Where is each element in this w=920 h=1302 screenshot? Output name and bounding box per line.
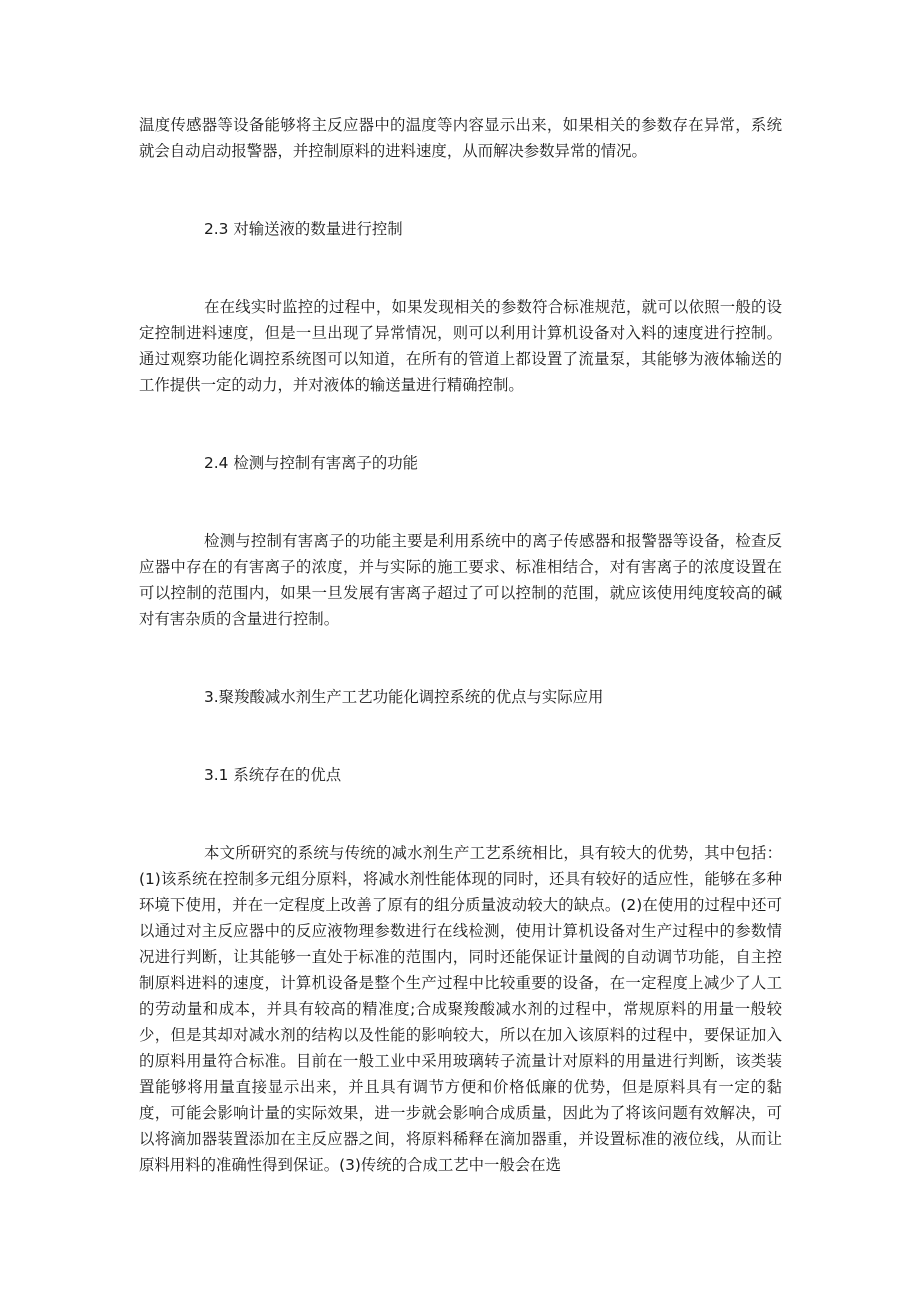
section-heading-2-4: 2.4 检测与控制有害离子的功能 [204, 454, 419, 472]
section-2-3-paragraph: 在在线实时监控的过程中，如果发现相关的参数符合标准规范，就可以依照一般的设定控制进料速度，但是一旦出现了异常情况，则可以利用计算机设备对入料的速度进行控制。通过观察功能化调控系统图可以知道，在所有的管道上都设置了流量泵，其能够为液体输送的工作提供一定的动力，并对液体的输送量进行精确控制。 [139, 298, 782, 394]
section-heading-3: 3.聚羧酸减水剂生产工艺功能化调控系统的优点与实际应用 [204, 688, 604, 706]
section-3-1-paragraph: 本文所研究的系统与传统的减水剂生产工艺系统相比，具有较大的优势，其中包括：(1)该系统在控制多元组分原料，将减水剂性能体现的同时，还具有较好的适应性，能够在多种环境下使用，并在一定程度上改善了原有的组分质量波动较大的缺点。(2)在使用的过程中还可以通过对主反应器中的反应液物理参数进行在线检测，使用计算机设备对生产过程中的参数情况进行判断，让其能够一直处于标准的范围内，同时还能保证计量阀的自动调节功能，自主控制原料进料的速度，计算机设备是整个生产过程中比较重要的设备，在一定程度上减少了人工的劳动量和成本，并具有较高的精准度;合成聚羧酸减水剂的过程中，常规原料的用量一般较少，但是其却对减水剂的结构以及性能的影响较大，所以在加入该原料的过程中，要保证加入的原料用量符合标准。目前在一般工业中采用玻璃转子流量计对原料的用量进行判断，该类装置能够将用量直接显示出来，并且具有调节方便和价格低廉的优势，但是原料具有一定的黏度，可能会影响计量的实际效果，进一步就会影响合成质量，因此为了将该问题有效解决，可以将滴加器装置添加在主反应器之间，将原料稀释在滴加器重，并设置标准的液位线，从而让原料用料的准确性得到保证。(3)传统的合成工艺中一般会在选 [139, 844, 782, 1174]
intro-paragraph: 温度传感器等设备能够将主反应器中的温度等内容显示出来，如果相关的参数存在异常，系统就会自动启动报警器，并控制原料的进料速度，从而解决参数异常的情况。 [139, 116, 782, 160]
section-heading-2-3: 2.3 对输送液的数量进行控制 [204, 220, 403, 238]
section-2-4-paragraph: 检测与控制有害离子的功能主要是利用系统中的离子传感器和报警器等设备，检查反应器中存在的有害离子的浓度，并与实际的施工要求、标准相结合，对有害离子的浓度设置在可以控制的范围内，如果一旦发展有害离子超过了可以控制的范围，就应该使用纯度较高的碱对有害杂质的含量进行控制。 [139, 532, 782, 628]
section-heading-3-1: 3.1 系统存在的优点 [204, 766, 342, 784]
